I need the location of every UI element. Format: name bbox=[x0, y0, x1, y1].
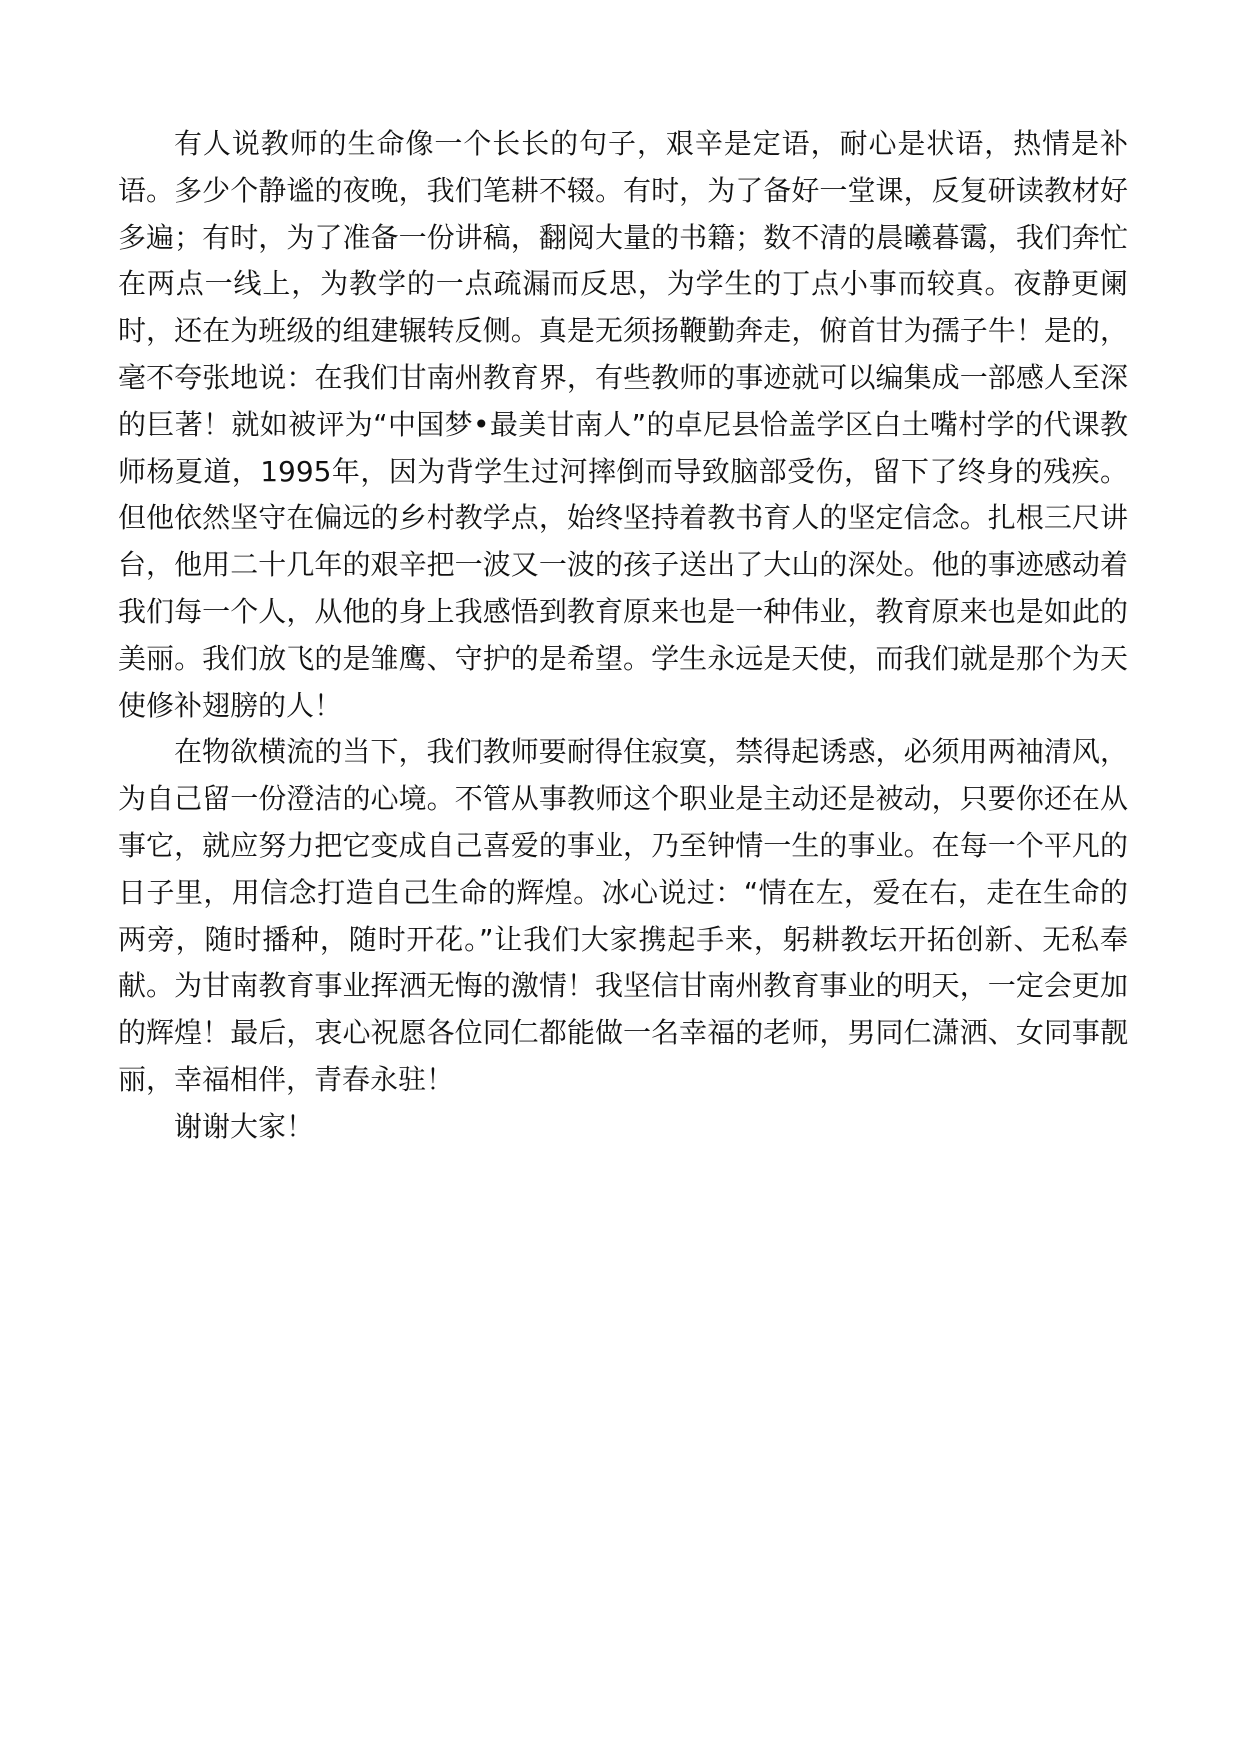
paragraph-teacher-life: 有人说教师的生命像一个长长的句子，艰辛是定语，耐心是状语，热情是补语。多少个静谧的夜晚，我们笔耕不辍。有时，为了备好一堂课，反复研读教材好多遍；有时，为了准备一份讲稿，翻阅大量的书籍；数不清的晨曦暮霭，我们奔忙在两点一线上，为教学的一点疏漏而反思，为学生的丁点小事而较真。夜静更阑时，还在为班级的组建辗转反侧。真是无须扬鞭勤奔走，俯首甘为孺子牛！是的，毫不夸张地说：在我们甘南州教育界，有些教师的事迹就可以编集成一部感人至深的巨著！就如被评为“中国梦•最美甘南人”的卓尼县恰盖学区白土嘴村学的代课教师杨夏道，1995年，因为背学生过河摔倒而导致脑部受伤，留下了终身的残疾。但他依然坚守在偏远的乡村教学点，始终坚持着教书育人的坚定信念。扎根三尺讲台，他用二十几年的艰辛把一波又一波的孩子送出了大山的深处。他的事迹感动着我们每一个人，从他的身上我感悟到教育原来也是一种伟业，教育原来也是如此的美丽。我们放飞的是雏鹰、守护的是希望。学生永远是天使，而我们就是那个为天使修补翅膀的人！ bbox=[118, 127, 1128, 722]
paragraph-thanks: 谢谢大家！ bbox=[174, 1109, 315, 1143]
paragraph-devotion: 在物欲横流的当下，我们教师要耐得住寂寞，禁得起诱惑，必须用两袖清风，为自己留一份澄洁的心境。不管从事教师这个职业是主动还是被动，只要你还在从事它，就应努力把它变成自己喜爱的事业，乃至钟情一生的事业。在每一个平凡的日子里，用信念打造自己生命的辉煌。冰心说过：“情在左，爱在右，走在生命的两旁，随时播种，随时开花。”让我们大家携起手来，躬耕教坛开拓创新、无私奉献。为甘南教育事业挥洒无悔的激情！我坚信甘南州教育事业的明天，一定会更加的辉煌！最后，衷心祝愿各位同仁都能做一名幸福的老师，男同仁潇洒、女同事靓丽，幸福相伴，青春永驻！ bbox=[118, 735, 1128, 1096]
document-body bbox=[118, 121, 1128, 1151]
